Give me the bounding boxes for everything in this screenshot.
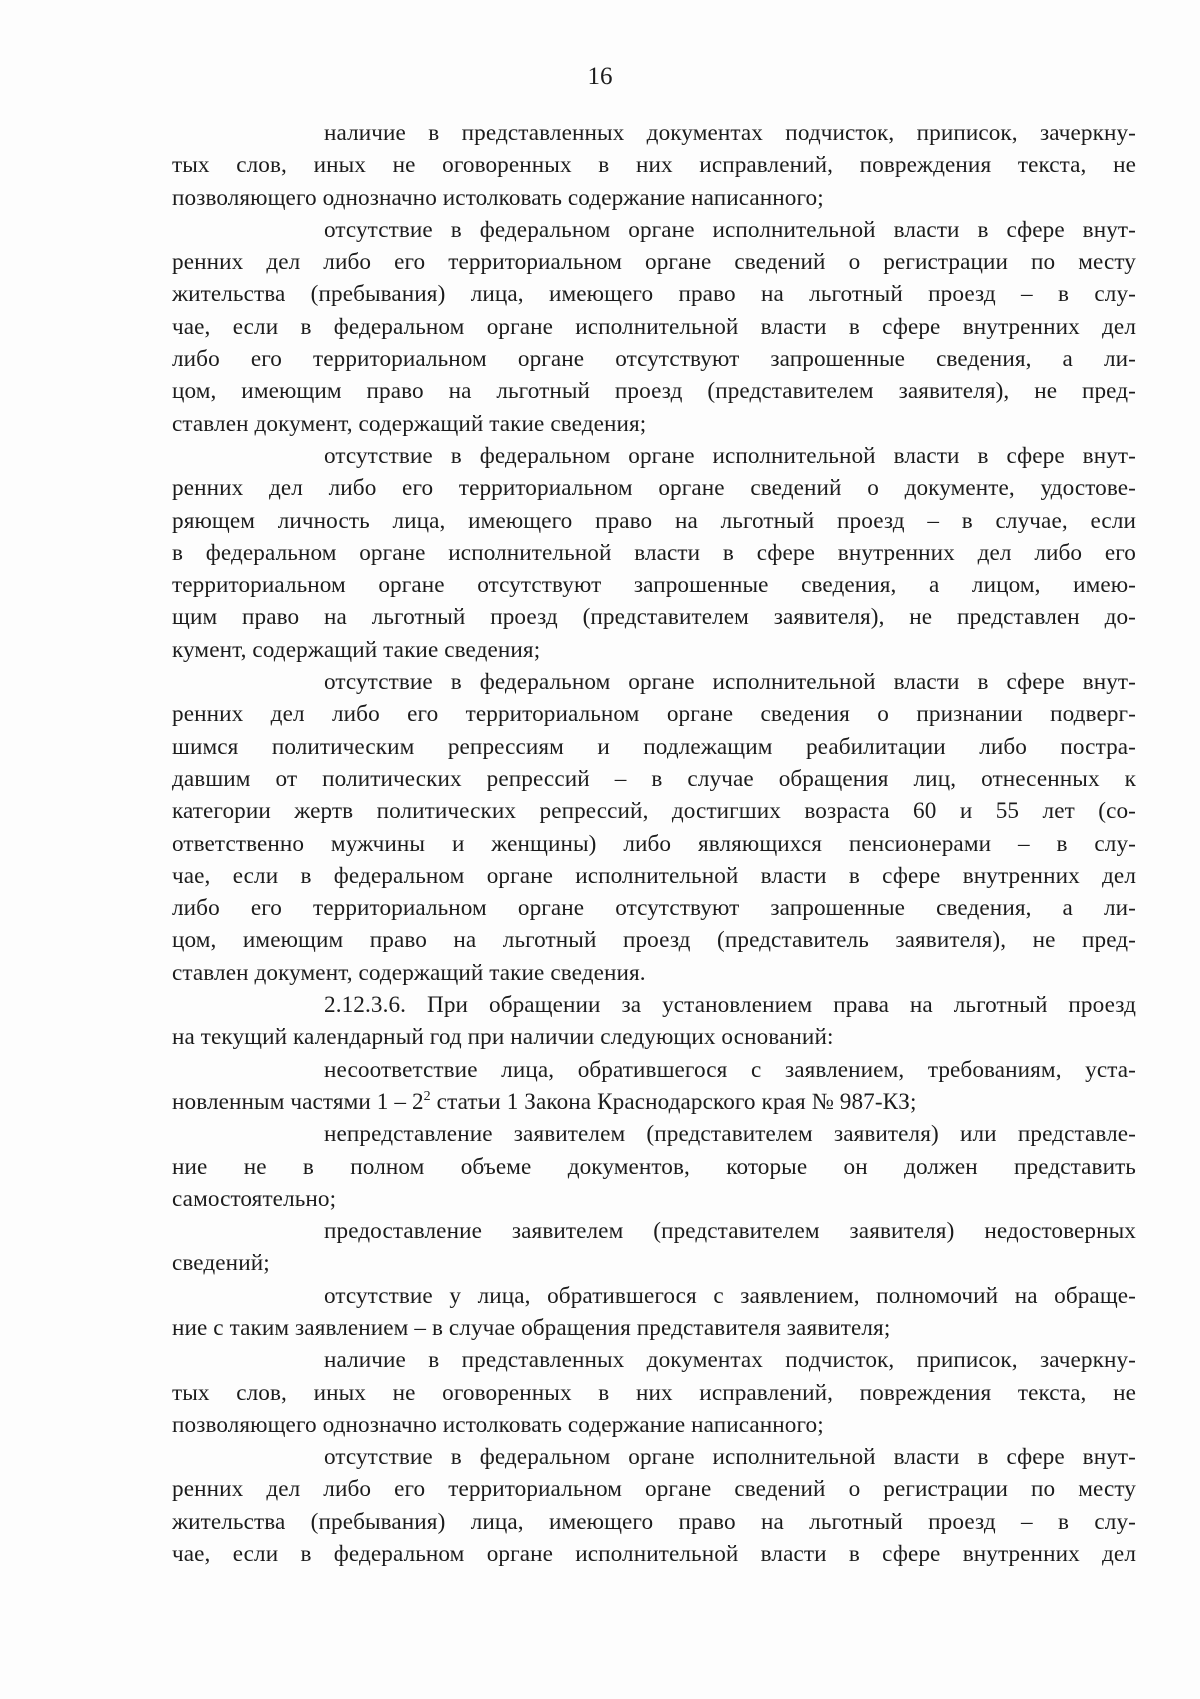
- text-line: шимся политическим репрессиям и подлежащим реабилитации либо постра-: [172, 733, 1136, 760]
- law-reference-line: [172, 1086, 1136, 1118]
- superscript: 2: [423, 1088, 431, 1104]
- text-line: сведений;: [172, 1250, 270, 1277]
- text-line: непредставление заявителем (представителем заявителя) или представле-: [324, 1121, 1136, 1148]
- paragraph-erasures-repeat: [172, 1344, 1136, 1441]
- text-line: отсутствие в федеральном органе исполнительной власти в сфере внут-: [324, 1444, 1136, 1471]
- text-line: тых слов, иных не оговоренных в них исправлений, повреждения текста, не: [172, 1379, 1136, 1406]
- paragraph-registration-info-repeat: [172, 1441, 1136, 1570]
- text-line: ренних дел либо его территориальном органе сведений о регистрации по месту: [172, 1476, 1136, 1503]
- text-line: ренних дел либо его территориальном органе сведения о признании подверг-: [172, 701, 1136, 728]
- paragraph-nonsubmission: [172, 1118, 1136, 1215]
- paragraph-erasures: [172, 117, 1136, 214]
- text-line: территориальном органе отсутствуют запрошенные сведения, а лицом, имею-: [172, 572, 1136, 599]
- section-heading-line: 2.12.3.6. При обращении за установлением права на льготный проезд: [324, 992, 1136, 1019]
- text-line: жительства (пребывания) лица, имеющего право на льготный проезд – в слу-: [172, 281, 1136, 308]
- paragraph-noncompliance: [172, 1054, 1136, 1119]
- text-line: позволяющего однозначно истолковать содержание написанного;: [172, 1411, 824, 1438]
- law-reference-after: статьи 1 Закона Краснодарского края № 987-КЗ;: [430, 1088, 917, 1115]
- page-number: 16: [587, 63, 613, 90]
- text-line: кумент, содержащий такие сведения;: [172, 636, 541, 663]
- paragraph-no-authority: [172, 1280, 1136, 1345]
- law-reference-before: новленным частями 1 – 2: [172, 1088, 424, 1115]
- text-line: ние с таким заявлением – в случае обращения представителя заявителя;: [172, 1314, 891, 1341]
- text-line: чае, если в федеральном органе исполнительной власти в сфере внутренних дел: [172, 862, 1136, 889]
- document-body: [172, 117, 1136, 1570]
- text-line: тых слов, иных не оговоренных в них исправлений, повреждения текста, не: [172, 152, 1136, 179]
- text-line: либо его территориальном органе отсутствуют запрошенные сведения, а ли-: [172, 346, 1136, 373]
- text-line: ние не в полном объеме документов, которые он должен представить: [172, 1153, 1136, 1180]
- paragraph-section-2-12-3-6: [172, 989, 1136, 1054]
- text-line: цом, имеющим право на льготный проезд (представитель заявителя), не пред-: [172, 927, 1136, 954]
- text-line: чае, если в федеральном органе исполнительной власти в сфере внутренних дел: [172, 1541, 1136, 1568]
- text-line: ставлен документ, содержащий такие сведения.: [172, 959, 646, 986]
- text-line: наличие в представленных документах подчисток, приписок, зачеркну-: [324, 120, 1136, 146]
- text-line: отсутствие в федеральном органе исполнительной власти в сфере внут-: [324, 669, 1136, 696]
- text-line: категории жертв политических репрессий, достигших возраста 60 и 55 лет (со-: [172, 798, 1136, 825]
- text-line: цом, имеющим право на льготный проезд (представителем заявителя), не пред-: [172, 378, 1136, 405]
- text-line: ряющем личность лица, имеющего право на льготный проезд – в случае, если: [172, 507, 1136, 534]
- text-line: отсутствие у лица, обратившегося с заявлением, полномочий на обраще-: [324, 1282, 1136, 1309]
- text-line: щим право на льготный проезд (представителем заявителя), не представлен до-: [172, 604, 1136, 631]
- text-line: несоответствие лица, обратившегося с заявлением, требованиям, уста-: [324, 1056, 1136, 1083]
- text-line: на текущий календарный год при наличии следующих оснований:: [172, 1024, 834, 1051]
- text-line: ренних дел либо его территориальном органе сведений о документе, удостове-: [172, 475, 1136, 502]
- text-line: чае, если в федеральном органе исполнительной власти в сфере внутренних дел: [172, 313, 1136, 340]
- text-line: давшим от политических репрессий – в случае обращения лиц, отнесенных к: [172, 765, 1136, 792]
- text-line: ставлен документ, содержащий такие сведения;: [172, 410, 647, 437]
- text-line: отсутствие в федеральном органе исполнительной власти в сфере внут-: [324, 442, 1136, 469]
- paragraph-false-info: [172, 1215, 1136, 1280]
- text-line: наличие в представленных документах подчисток, приписок, зачеркну-: [324, 1347, 1136, 1374]
- text-line: предоставление заявителем (представителем заявителя) недостоверных: [324, 1218, 1136, 1245]
- text-line: отсутствие в федеральном органе исполнительной власти в сфере внут-: [324, 216, 1136, 243]
- text-line: в федеральном органе исполнительной власти в сфере внутренних дел либо его: [172, 539, 1136, 566]
- text-line: позволяющего однозначно истолковать содержание написанного;: [172, 184, 824, 211]
- text-line: самостоятельно;: [172, 1185, 337, 1212]
- paragraph-registration-info: [172, 214, 1136, 440]
- paragraph-political-repression: [172, 666, 1136, 989]
- text-line: ответственно мужчины и женщины) либо являющихся пенсионерами – в слу-: [172, 830, 1136, 857]
- text-line: либо его территориальном органе отсутствуют запрошенные сведения, а ли-: [172, 895, 1136, 922]
- text-line: жительства (пребывания) лица, имеющего право на льготный проезд – в слу-: [172, 1508, 1136, 1535]
- text-line: ренних дел либо его территориальном органе сведений о регистрации по месту: [172, 249, 1136, 276]
- paragraph-identity-document: [172, 440, 1136, 666]
